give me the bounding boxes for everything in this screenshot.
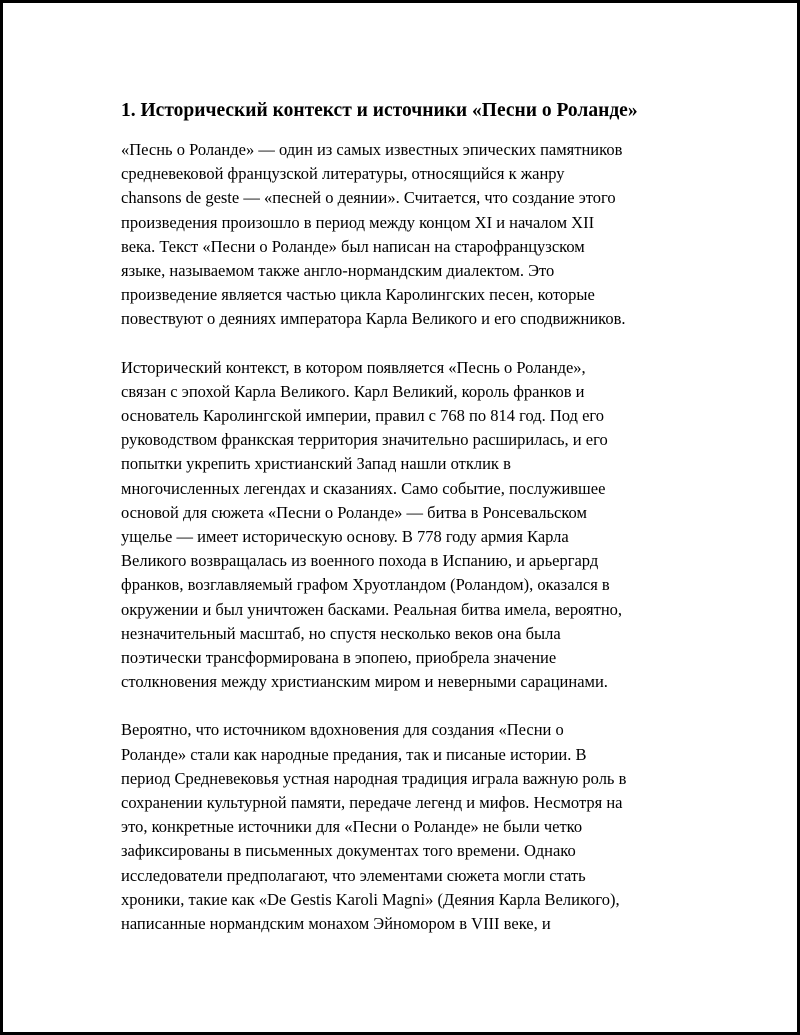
paragraph-1 — [121, 138, 697, 332]
text-line: основатель Каролингской империи, правил с 768 по 814 год. Под его — [121, 406, 605, 426]
text-line: «Песнь о Роланде» — один из самых известных эпических памятников — [121, 140, 623, 159]
text-line: поэтически трансформирована в эпопею, приобрела значение — [121, 648, 557, 668]
text-line: незначительный масштаб, но спустя несколько веков она была — [121, 623, 561, 643]
text-line: период Средневековья устная народная традиция играла важную роль в — [121, 768, 627, 788]
text-line: Вероятно, что источником вдохновения для создания «Песни о — [121, 720, 564, 740]
text-line: Исторический контекст, в котором появляется «Песнь о Роланде», — [121, 357, 586, 377]
paragraph-2 — [121, 356, 697, 695]
text-line: зафиксированы в письменных документах того времени. Однако — [121, 841, 576, 861]
text-line: франков, возглавляемый графом Хруотландом (Роландом), оказался в — [121, 575, 610, 595]
paragraph-3 — [121, 718, 697, 936]
text-line: произведение является частью цикла Каролингских песен, которые — [121, 285, 595, 305]
text-line: руководством франкская территория значительно расширилась, и его — [121, 430, 608, 450]
paragraph-list — [121, 138, 697, 936]
text-line: основой для сюжета «Песни о Роланде» — битва в Ронсевальском — [121, 502, 587, 522]
text-line: попытки укрепить христианский Запад нашли отклик в — [121, 454, 511, 474]
text-line: Великого возвращалась из военного похода в Испанию, и арьергард — [121, 551, 599, 571]
text-line: ущелье — имеет историческую основу. В 778 году армия Карла — [121, 527, 569, 547]
text-line: это, конкретные источники для «Песни о Роланде» не были четко — [121, 817, 583, 837]
text-line: языке, называемом также англо-нормандским диалектом. Это — [121, 261, 555, 281]
text-line: века. Текст «Песни о Роланде» был написан на старофранцузском — [121, 236, 585, 256]
text-line: сохранении культурной памяти, передаче легенд и мифов. Несмотря на — [121, 793, 623, 813]
text-line: написанные нормандским монахом Эйномором в VIII веке, и — [121, 914, 551, 934]
text-line: многочисленных легендах и сказаниях. Само событие, послужившее — [121, 478, 606, 498]
text-line: окружении и был уничтожен басками. Реальная битва имела, вероятно, — [121, 599, 623, 619]
text-line: Роланде» стали как народные предания, так и писаные истории. В — [121, 744, 587, 764]
text-line: chansons de geste — «песней о деянии». Считается, что создание этого — [121, 188, 616, 208]
text-line: хроники, такие как «De Gestis Karoli Magni» (Деяния Карла Великого), — [121, 889, 620, 909]
text-line: средневековой французской литературы, относящийся к жанру — [121, 164, 565, 184]
text-line: произведения произошло в период между концом XI и началом XII — [121, 212, 595, 232]
document-body — [121, 96, 697, 960]
text-line: исследователи предполагают, что элементами сюжета могли стать — [121, 865, 586, 885]
section-heading: 1. Исторический контекст и источники «Песни о Роланде» — [121, 100, 638, 121]
text-line: связан с эпохой Карла Великого. Карл Великий, король франков и — [121, 381, 585, 401]
text-line: повествуют о деяниях императора Карла Великого и его сподвижников. — [121, 309, 626, 329]
text-line: столкновения между христианским миром и неверными сарацинами. — [121, 672, 608, 692]
